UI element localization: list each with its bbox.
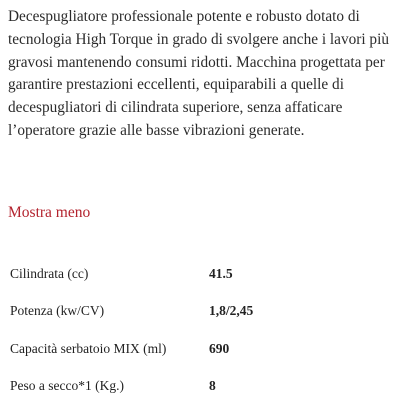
spec-value: 1,8/2,45 [209,303,254,319]
spec-label: Potenza (kw/CV) [10,303,105,319]
spec-value: 8 [209,378,216,394]
spec-row-power [0,293,408,331]
spec-label: Cilindrata (cc) [10,265,89,281]
spec-row-tank-capacity [0,330,408,368]
spec-label: Capacità serbatoio MIX (ml) [10,340,167,356]
spec-row-dry-weight [0,368,408,406]
spec-value: 41.5 [209,265,233,281]
show-less-link[interactable]: Mostra meno [8,204,91,221]
product-description: Decespugliatore professionale potente e robusto dotato di tecnologia High Torque in grado di svolgere anche i lavori più gravosi mantenendo consumi ridotti. Macchina progettata per garantire prestazioni eccellenti, equiparabili a quelle di decespugliatori di cilindrata superiore, senza affaticare l’operatore grazie alle basse vibrazioni generate. [8,8,389,139]
spec-value: 690 [209,340,230,356]
spec-label: Peso a secco*1 (Kg.) [10,378,124,394]
specs-table [0,255,408,405]
spec-row-displacement [0,255,408,293]
